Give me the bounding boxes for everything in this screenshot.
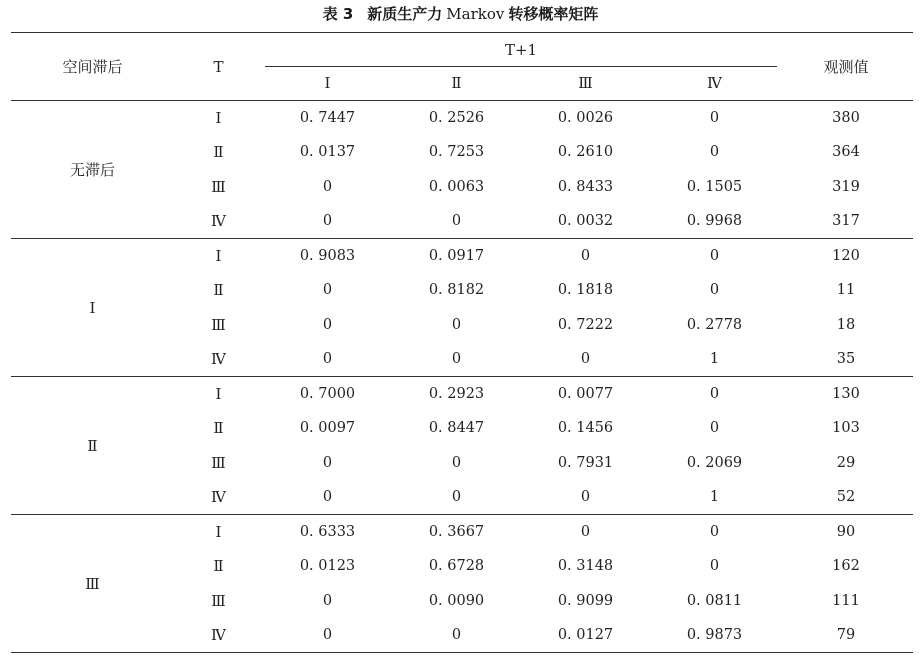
observation-count-cell: 380 (832, 110, 860, 126)
state-t-cell: Ⅱ (213, 557, 224, 576)
probability-cell: 0 (392, 342, 521, 377)
probability-cell: 0 (392, 480, 521, 515)
probability-cell: 0. 0123 (299, 558, 356, 575)
observation-count-cell: 319 (832, 178, 860, 195)
probability-cell: 0 (263, 618, 392, 653)
state-t-cell: Ⅳ (174, 204, 263, 239)
header-state-2: Ⅱ (392, 67, 521, 101)
probability-cell: 0 (322, 592, 333, 609)
probability-cell: 0 (451, 454, 462, 471)
probability-cell: 0. 2526 (428, 110, 485, 126)
probability-cell: 0 (322, 282, 333, 299)
probability-cell: 0. 0063 (428, 178, 485, 195)
table-row (11, 101, 913, 136)
observation-count-cell: 103 (832, 420, 860, 437)
table-header (11, 33, 913, 101)
probability-cell: 0 (709, 558, 720, 575)
state-t-cell: Ⅰ (215, 109, 222, 127)
observation-count-cell: 35 (779, 342, 913, 377)
probability-cell: 0 (709, 386, 720, 402)
observation-count-cell: 317 (779, 204, 913, 239)
spatial-lag-cell: Ⅰ (11, 239, 174, 377)
markov-transition-table (11, 32, 913, 653)
state-t-cell: Ⅰ (215, 247, 222, 265)
probability-cell: 0 (322, 454, 333, 471)
probability-cell: 0. 6333 (299, 524, 356, 540)
probability-cell: 0 (709, 282, 720, 299)
probability-cell: 0. 8182 (428, 282, 485, 299)
observation-count-cell: 120 (832, 248, 860, 264)
probability-cell: 0. 6728 (428, 558, 485, 575)
probability-cell: 0. 0811 (686, 592, 743, 609)
probability-cell: 0 (263, 342, 392, 377)
caption-title-post: 转移概率矩阵 (508, 5, 599, 23)
observation-count-cell: 111 (832, 592, 860, 609)
probability-cell: 0. 9083 (299, 248, 356, 264)
state-t-cell: Ⅰ (215, 523, 222, 541)
probability-cell: 0. 0077 (557, 386, 614, 402)
spatial-lag-cell: Ⅲ (11, 515, 174, 653)
probability-cell: 0. 0026 (557, 110, 614, 126)
probability-cell: 0. 2923 (428, 386, 485, 402)
probability-cell: 0 (709, 524, 720, 540)
probability-cell: 0. 1505 (686, 178, 743, 195)
header-state-3: Ⅲ (521, 67, 650, 101)
probability-cell: 0 (322, 178, 333, 195)
probability-cell: 0. 0137 (299, 144, 356, 161)
table-row (11, 377, 913, 412)
header-row-1 (11, 33, 913, 67)
state-t-cell: Ⅳ (174, 342, 263, 377)
probability-cell: 0. 7253 (428, 144, 485, 161)
header-spatial-lag: 空间滞后 (11, 33, 174, 101)
header-observations: 观测值 (779, 33, 913, 101)
state-t-cell: Ⅲ (211, 177, 226, 196)
spatial-lag-cell: 无滞后 (11, 101, 174, 239)
probability-cell: 0. 9099 (557, 592, 614, 609)
probability-cell: 0 (709, 144, 720, 161)
state-t-cell: Ⅲ (211, 453, 226, 472)
probability-cell: 0. 0917 (428, 248, 485, 264)
observation-count-cell: 130 (832, 386, 860, 402)
probability-cell: 0. 2778 (686, 316, 743, 333)
observation-count-cell: 11 (836, 282, 856, 299)
state-t-cell: Ⅲ (211, 591, 226, 610)
observation-count-cell: 79 (779, 618, 913, 653)
probability-cell: 0. 2610 (557, 144, 614, 161)
state-t-cell: Ⅱ (213, 143, 224, 162)
table-number: 表 3 (322, 5, 354, 23)
probability-cell: 0 (392, 204, 521, 239)
observation-count-cell: 364 (832, 144, 860, 161)
probability-cell: 0 (709, 248, 720, 264)
table-caption (0, 3, 921, 25)
probability-cell: 0. 2069 (686, 454, 743, 471)
observation-count-cell: 90 (836, 524, 856, 540)
state-t-cell: Ⅱ (213, 419, 224, 438)
probability-cell: 0 (322, 316, 333, 333)
probability-cell: 0 (392, 618, 521, 653)
header-state-1: Ⅰ (263, 67, 392, 101)
probability-cell: 0 (580, 248, 591, 264)
probability-cell: 0. 3148 (557, 558, 614, 575)
probability-cell: 0 (580, 524, 591, 540)
probability-cell: 0. 0090 (428, 592, 485, 609)
probability-cell: 0. 7222 (557, 316, 614, 333)
probability-cell: 0. 0032 (521, 204, 650, 239)
probability-cell: 0. 8433 (557, 178, 614, 195)
table-row (11, 239, 913, 274)
probability-cell: 0. 7931 (557, 454, 614, 471)
caption-title-pre: 新质生产力 (367, 5, 443, 23)
header-state-4: Ⅳ (650, 67, 779, 101)
probability-cell: 0 (521, 342, 650, 377)
probability-cell: 0 (709, 420, 720, 437)
state-t-cell: Ⅱ (213, 281, 224, 300)
table-body (11, 101, 913, 653)
probability-cell: 0 (263, 480, 392, 515)
observation-count-cell: 18 (836, 316, 856, 333)
probability-cell: 0. 8447 (428, 420, 485, 437)
probability-cell: 0. 9873 (650, 618, 779, 653)
probability-cell: 1 (650, 342, 779, 377)
probability-cell: 0. 0097 (299, 420, 356, 437)
probability-cell: 0 (263, 204, 392, 239)
table-row (11, 515, 913, 550)
probability-cell: 1 (650, 480, 779, 515)
probability-cell: 0. 7447 (299, 110, 356, 126)
probability-cell: 0 (521, 480, 650, 515)
probability-cell: 0. 7000 (299, 386, 356, 402)
probability-cell: 0 (451, 316, 462, 333)
probability-cell: 0. 1456 (557, 420, 614, 437)
header-t: T (174, 33, 263, 101)
probability-cell: 0. 3667 (428, 524, 485, 540)
header-t-plus-1: T+1 (263, 33, 779, 67)
state-t-cell: Ⅳ (174, 618, 263, 653)
spatial-lag-cell: Ⅱ (11, 377, 174, 515)
state-t-cell: Ⅰ (215, 385, 222, 403)
probability-cell: 0. 1818 (557, 282, 614, 299)
caption-title-markov: Markov (446, 5, 505, 23)
probability-cell: 0. 0127 (521, 618, 650, 653)
observation-count-cell: 162 (832, 558, 860, 575)
state-t-cell: Ⅲ (211, 315, 226, 334)
probability-cell: 0. 9968 (650, 204, 779, 239)
probability-cell: 0 (709, 110, 720, 126)
observation-count-cell: 29 (836, 454, 856, 471)
state-t-cell: Ⅳ (174, 480, 263, 515)
observation-count-cell: 52 (779, 480, 913, 515)
